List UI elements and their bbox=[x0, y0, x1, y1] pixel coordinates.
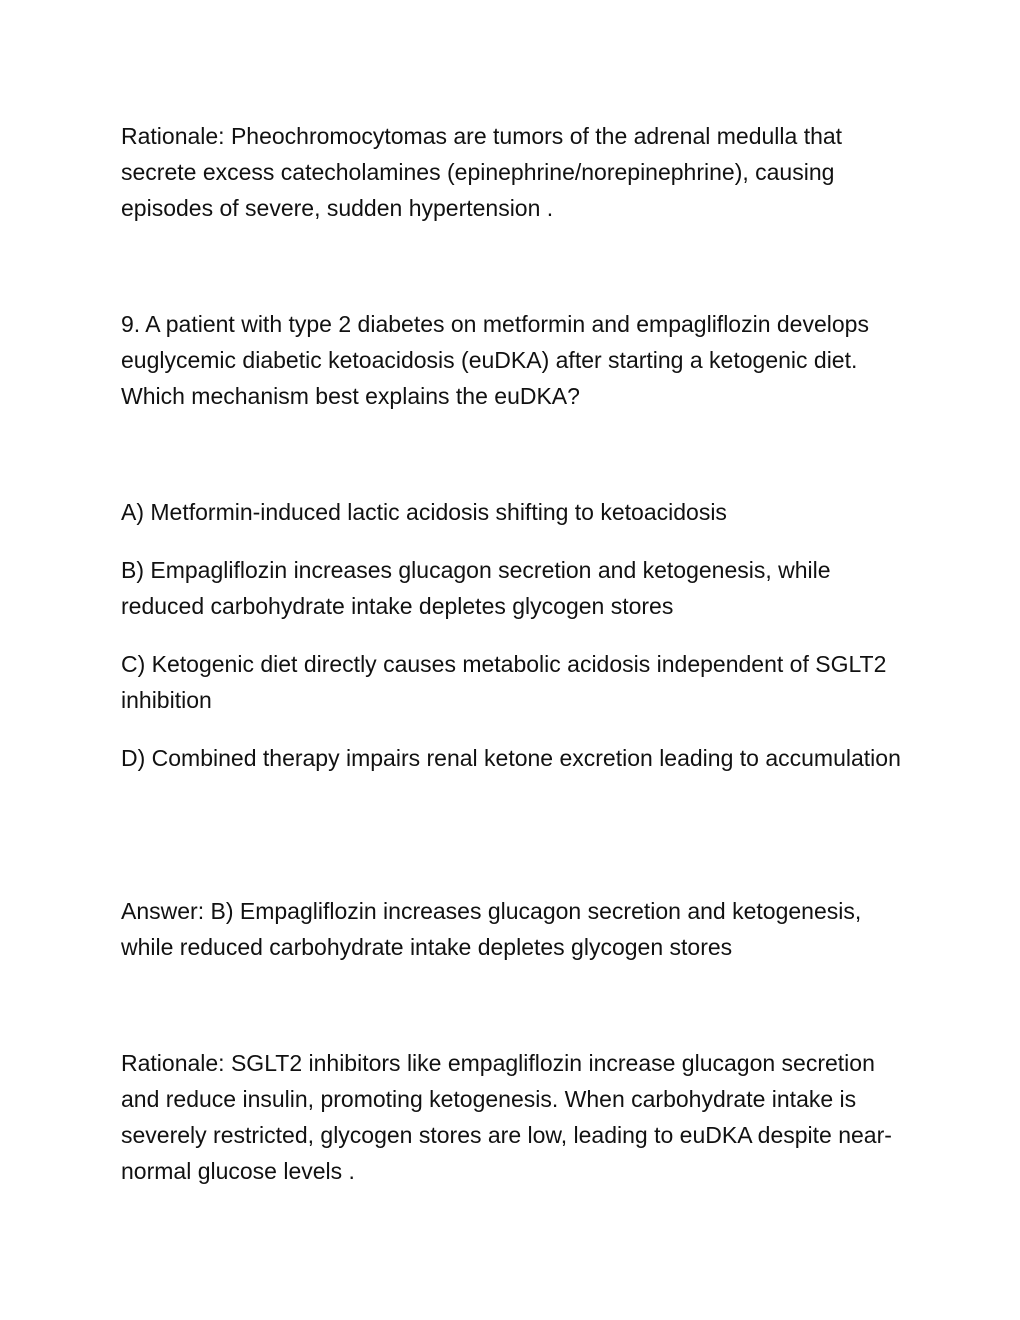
option-d: D) Combined therapy impairs renal ketone excretion leading to accumulation bbox=[121, 745, 901, 771]
previous-rationale-text: Rationale: Pheochromocytomas are tumors of the adrenal medulla that secrete excess catecholamines (epinephrine/norepinephrine), causing episodes of severe, sudden hypertension . bbox=[121, 123, 843, 221]
option-c: C) Ketogenic diet directly causes metabolic acidosis independent of SGLT2 inhibition bbox=[121, 651, 887, 713]
rationale-text: Rationale: SGLT2 inhibitors like empagliflozin increase glucagon secretion and reduce insulin, promoting ketogenesis. When carbohydrate intake is severely restricted, glycogen stores are low, leading to euDKA despite near-normal glucose levels . bbox=[121, 1050, 892, 1184]
answer-text: Answer: B) Empagliflozin increases glucagon secretion and ketogenesis, while reduced carbohydrate intake depletes glycogen stores bbox=[121, 898, 862, 960]
question-text: 9. A patient with type 2 diabetes on metformin and empagliflozin develops euglycemic diabetic ketoacidosis (euDKA) after starting a ketogenic diet. Which mechanism best explains the euDKA? bbox=[121, 311, 869, 409]
option-b: B) Empagliflozin increases glucagon secretion and ketogenesis, while reduced carbohydrate intake depletes glycogen stores bbox=[121, 557, 831, 619]
option-a: A) Metformin-induced lactic acidosis shifting to ketoacidosis bbox=[121, 499, 727, 525]
